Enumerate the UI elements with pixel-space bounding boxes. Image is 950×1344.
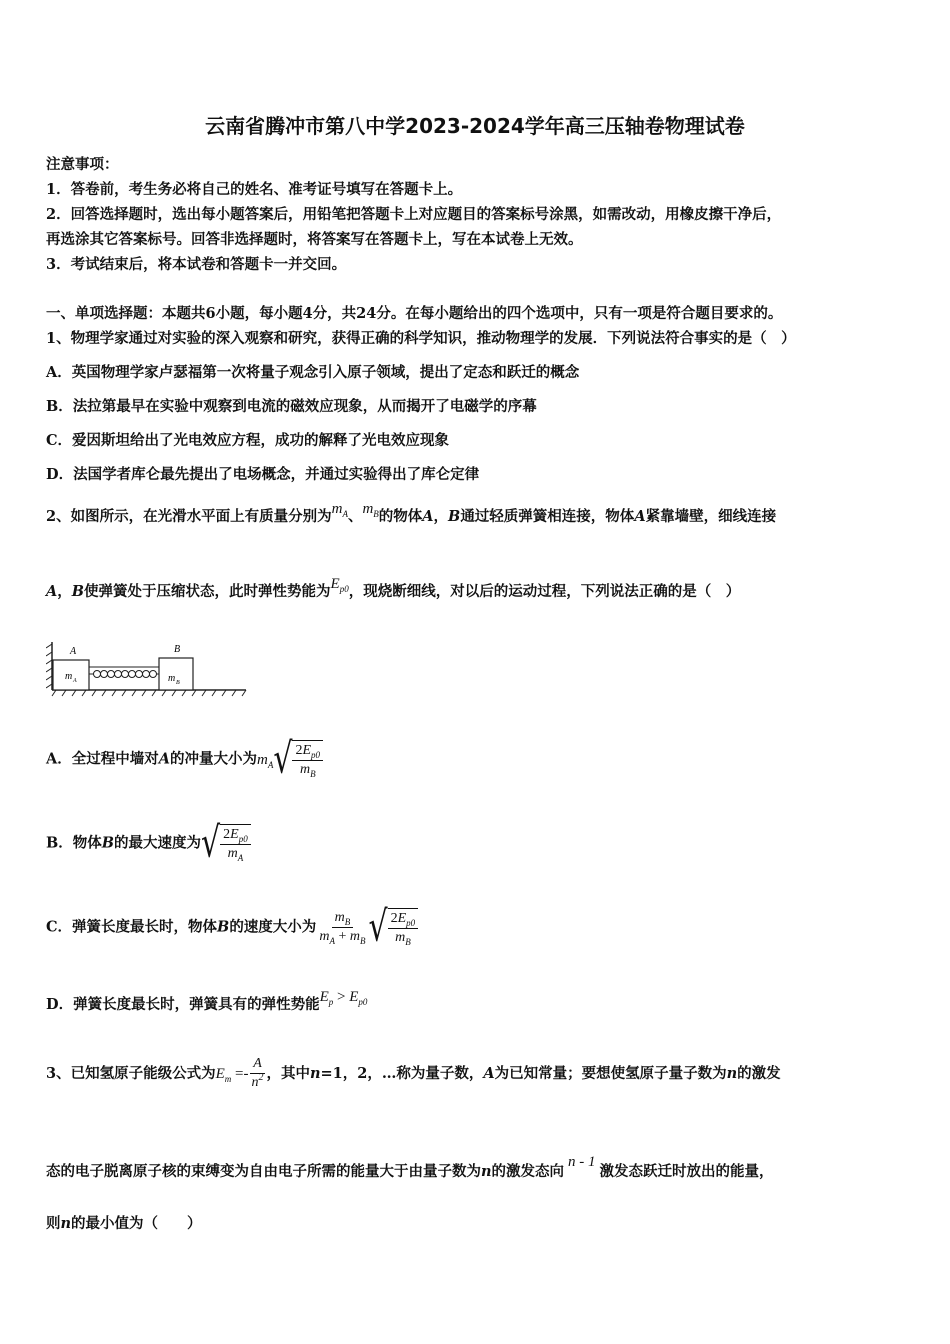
q2-option-d: D．弹簧长度最长时，弹簧具有的弹性势能$E_p > E_{p0}$ [46,989,368,1013]
question-1-stem: 1、物理学家通过对实验的深入观察和研究，获得正确的科学知识，推动物理学的发展．下列说法符合事实的是（ ） [46,330,796,347]
notice-item: 2．回答选择题时，选出每小题答案后，用铅笔把答题卡上对应题目的答案标号涂黑，如需改动，用橡皮擦干净后， [46,206,782,223]
q1-option-d: D．法国学者库仑最先提出了电场概念，并通过实验得出了库仑定律 [46,466,480,483]
label-b: B [174,644,181,655]
q2-option-a: A．全过程中墙对A的冲量大小为$m_A$ √ $\frac{2E_{p0}}{m_B}$ [46,740,323,779]
spring-blocks-figure [46,636,251,702]
question-3-stem-line3: 则n的最小值为（ ） [46,1215,202,1232]
block-b-sub: B [176,680,180,686]
question-2-stem-line1: 2、如图所示，在光滑水平面上有质量分别为$m_A$、$m_B$的物体A，B通过轻质弹簧相连接，物体A紧靠墙壁，细线连接 [46,501,777,525]
block-b-label: m [168,673,176,684]
notice-item: 1．答卷前，考生务必将自己的姓名、准考证号填写在答题卡上。 [46,181,463,198]
notice-heading: 注意事项： [46,156,119,173]
ground-hatching [52,690,246,696]
spring [89,667,159,678]
block-a-sub: A [73,678,77,684]
section-heading: 一、单项选择题：本题共6小题，每小题4分，共24分。在每小题给出的四个选项中，只有一项是符合题目要求的。 [46,305,783,322]
question-3-stem-line1: 3、已知氢原子能级公式为$E_m$ =- $\frac{A}{n^2}$ ，其中n=1，2，…称为量子数，A为已知常量；要想使氢原子量子数为n的激发 [46,1056,781,1090]
q1-option-b: B．法拉第最早在实验中观察到电流的磁效应现象，从而揭开了电磁学的序幕 [46,398,537,415]
q2-option-b: B．物体B的最大速度为 √ $\frac{2E_{p0}}{m_A}$ [46,824,251,863]
q2-option-c: C．弹簧长度最长时，物体B的速度大小为 $\frac{m_B}{m_A + m_B}$ √ $\frac{2E_{p0}}{m_B}$ [46,908,418,947]
page-title: 云南省腾冲市第八中学2023-2024学年高三压轴卷物理试卷 [205,114,745,138]
block-a-label: m [65,671,73,682]
notice-item: 3．考试结束后，将本试卷和答题卡一并交回。 [46,256,347,273]
q1-option-a: A．英国物理学家卢瑟福第一次将量子观念引入原子领域，提出了定态和跃迁的概念 [46,364,580,381]
question-2-stem-line2: A，B使弹簧处于压缩状态，此时弹性势能为$E_{p0}$，现烧断细线，对以后的运动过程，下列说法正确的是（ ） [46,576,741,600]
q1-option-c: C．爱因斯坦给出了光电效应方程，成功的解释了光电效应现象 [46,432,450,449]
question-3-stem-line2: 态的电子脱离原子核的束缚变为自由电子所需的能量大于由量子数为n的激发态向n - 1激发态跃迁时放出的能量， [46,1154,774,1180]
label-a: A [70,646,77,657]
notice-item: 再选涂其它答案标号。回答非选择题时，将答案写在答题卡上，写在本试卷上无效。 [46,231,583,248]
wall-hatching [46,644,52,688]
